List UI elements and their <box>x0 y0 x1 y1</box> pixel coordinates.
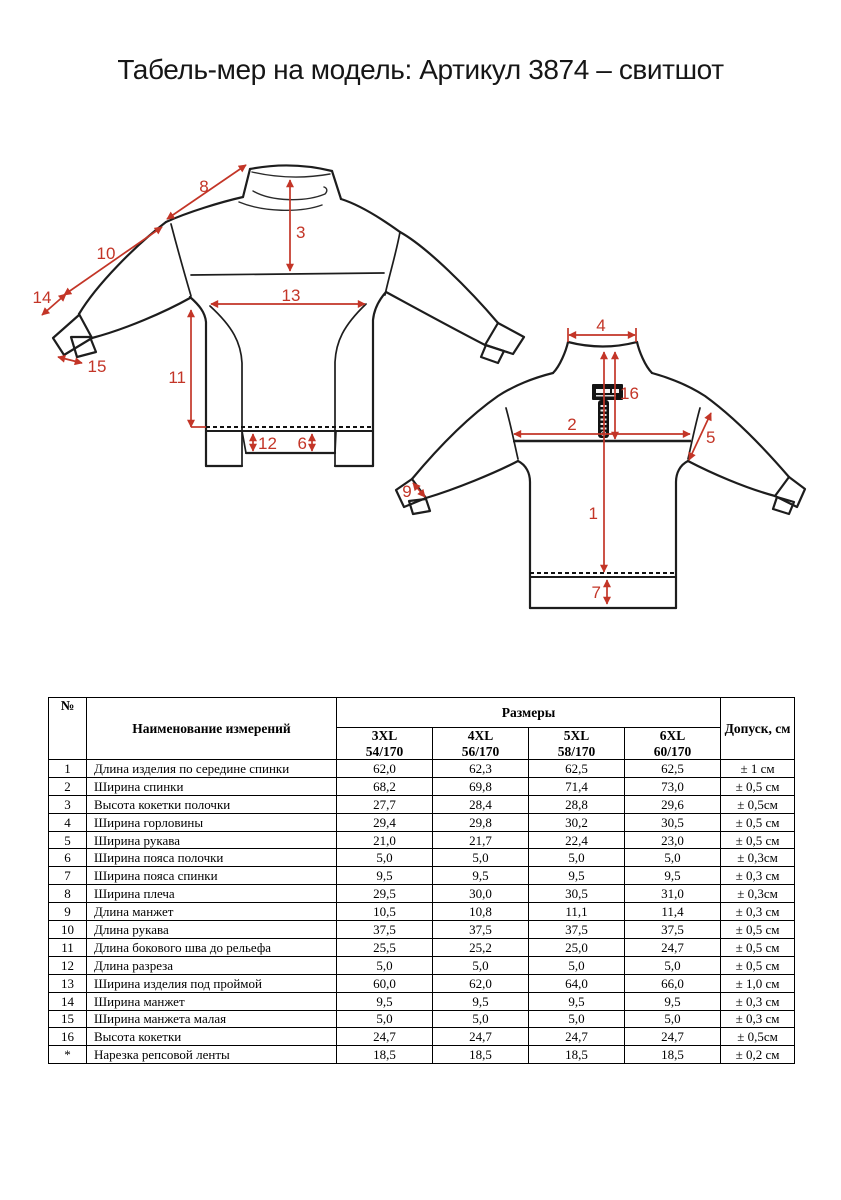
dimension-label-12: 12 <box>258 434 277 453</box>
dimension-label-15: 15 <box>87 357 107 376</box>
measure-name: Высота кокетки полочки <box>87 795 337 813</box>
dimension-label-8: 8 <box>199 177 209 196</box>
tolerance-value: ± 0,5см <box>721 795 795 813</box>
row-no: 2 <box>49 777 87 795</box>
back-view-drawing <box>396 316 805 608</box>
dimension-label-10: 10 <box>96 244 116 263</box>
size-value: 24,7 <box>337 1028 433 1046</box>
size-height: 54/170 <box>365 743 404 759</box>
table-row <box>49 1010 795 1028</box>
tolerance-value: ± 0,3 см <box>721 867 795 885</box>
measurements-table <box>48 697 795 1064</box>
size-value: 25,0 <box>529 938 625 956</box>
measure-name: Длина разреза <box>87 956 337 974</box>
size-value: 9,5 <box>625 992 721 1010</box>
size-value: 30,5 <box>529 885 625 903</box>
table-row <box>49 867 795 885</box>
dimension-label-2: 2 <box>567 415 577 434</box>
row-no: 9 <box>49 903 87 921</box>
size-value: 5,0 <box>529 849 625 867</box>
measure-name: Ширина манжета малая <box>87 1010 337 1028</box>
measure-name: Ширина изделия под проймой <box>87 974 337 992</box>
table-row <box>49 795 795 813</box>
back-right-small-cuff <box>773 497 794 514</box>
size-value: 9,5 <box>529 992 625 1010</box>
table-row <box>49 974 795 992</box>
back-dimension-lines <box>402 316 715 604</box>
dimension-label-6: 6 <box>297 434 307 453</box>
table-row <box>49 903 795 921</box>
size-value: 62,5 <box>529 760 625 778</box>
size-value: 11,1 <box>529 903 625 921</box>
column-header-name: Наименование измерений <box>87 698 337 760</box>
size-value: 5,0 <box>433 849 529 867</box>
size-value: 25,2 <box>433 938 529 956</box>
size-value: 30,2 <box>529 813 625 831</box>
tolerance-value: ± 0,3 см <box>721 1010 795 1028</box>
size-value: 29,6 <box>625 795 721 813</box>
measurements-tbody <box>49 760 795 1064</box>
row-no: 14 <box>49 992 87 1010</box>
size-value: 30,0 <box>433 885 529 903</box>
measure-name: Длина бокового шва до рельефа <box>87 938 337 956</box>
tolerance-value: ± 0,3см <box>721 885 795 903</box>
size-value: 10,5 <box>337 903 433 921</box>
tolerance-value: ± 0,5 см <box>721 813 795 831</box>
size-value: 9,5 <box>625 867 721 885</box>
size-value: 29,5 <box>337 885 433 903</box>
table-row <box>49 831 795 849</box>
row-no: 13 <box>49 974 87 992</box>
table-row <box>49 777 795 795</box>
tolerance-value: ± 0,5 см <box>721 921 795 939</box>
size-column-4xl <box>433 728 529 760</box>
back-right-cuff <box>775 477 805 507</box>
measure-name: Ширина манжет <box>87 992 337 1010</box>
size-value: 9,5 <box>433 867 529 885</box>
size-value: 37,5 <box>625 921 721 939</box>
size-value: 5,0 <box>433 1010 529 1028</box>
size-column-3xl <box>337 728 433 760</box>
measure-name: Ширина плеча <box>87 885 337 903</box>
size-height: 58/170 <box>557 743 596 759</box>
measure-name: Высота кокетки <box>87 1028 337 1046</box>
tolerance-value: ± 0,5 см <box>721 831 795 849</box>
size-value: 5,0 <box>625 849 721 867</box>
size-value: 21,7 <box>433 831 529 849</box>
row-no: 15 <box>49 1010 87 1028</box>
size-value: 25,5 <box>337 938 433 956</box>
size-value: 9,5 <box>337 992 433 1010</box>
dimension-label-4: 4 <box>596 316 606 335</box>
column-header-tolerance: Допуск, см <box>721 698 795 760</box>
size-value: 73,0 <box>625 777 721 795</box>
row-no: 3 <box>49 795 87 813</box>
size-value: 28,4 <box>433 795 529 813</box>
size-value: 71,4 <box>529 777 625 795</box>
tolerance-value: ± 0,2 см <box>721 1046 795 1064</box>
dimension-label-5: 5 <box>706 428 716 447</box>
size-height: 56/170 <box>461 743 500 759</box>
size-column-5xl <box>529 728 625 760</box>
brand-label-icon <box>592 384 623 438</box>
size-value: 68,2 <box>337 777 433 795</box>
size-value: 30,5 <box>625 813 721 831</box>
size-value: 5,0 <box>625 1010 721 1028</box>
front-right-small-cuff <box>481 345 504 363</box>
row-no: 7 <box>49 867 87 885</box>
size-height: 60/170 <box>653 743 692 759</box>
row-no: 12 <box>49 956 87 974</box>
size-value: 9,5 <box>529 867 625 885</box>
dimension-label-1: 1 <box>588 504 598 523</box>
size-value: 18,5 <box>529 1046 625 1064</box>
size-value: 22,4 <box>529 831 625 849</box>
size-label: 5XL <box>563 728 590 743</box>
size-value: 27,7 <box>337 795 433 813</box>
measure-name: Ширина пояса полочки <box>87 849 337 867</box>
table-row <box>49 1028 795 1046</box>
size-value: 9,5 <box>337 867 433 885</box>
size-value: 29,4 <box>337 813 433 831</box>
size-value: 66,0 <box>625 974 721 992</box>
size-value: 5,0 <box>529 956 625 974</box>
tolerance-value: ± 0,3см <box>721 849 795 867</box>
size-value: 24,7 <box>433 1028 529 1046</box>
size-value: 62,3 <box>433 760 529 778</box>
measure-name: Ширина пояса спинки <box>87 867 337 885</box>
size-column-6xl <box>625 728 721 760</box>
size-value: 18,5 <box>337 1046 433 1064</box>
page-title: Табель-мер на модель: Артикул 3874 – свитшот <box>117 54 724 85</box>
size-value: 69,8 <box>433 777 529 795</box>
front-right-cuff <box>485 323 524 354</box>
dimension-label-11: 11 <box>168 368 186 387</box>
size-value: 5,0 <box>529 1010 625 1028</box>
size-value: 10,8 <box>433 903 529 921</box>
tolerance-value: ± 1 см <box>721 760 795 778</box>
size-label: 6XL <box>659 728 686 743</box>
measure-name: Ширина горловины <box>87 813 337 831</box>
dimension-label-3: 3 <box>296 223 306 242</box>
column-header-sizes: Размеры <box>337 698 721 728</box>
tolerance-value: ± 0,5 см <box>721 956 795 974</box>
size-value: 60,0 <box>337 974 433 992</box>
table-row <box>49 956 795 974</box>
dimension-label-9: 9 <box>402 482 412 501</box>
row-no: 8 <box>49 885 87 903</box>
size-value: 29,8 <box>433 813 529 831</box>
measure-name: Длина манжет <box>87 903 337 921</box>
size-value: 64,0 <box>529 974 625 992</box>
row-no: 5 <box>49 831 87 849</box>
tolerance-value: ± 1,0 см <box>721 974 795 992</box>
size-value: 18,5 <box>433 1046 529 1064</box>
size-value: 24,7 <box>625 938 721 956</box>
row-no: 1 <box>49 760 87 778</box>
size-value: 5,0 <box>337 1010 433 1028</box>
table-row <box>49 1046 795 1064</box>
measure-name: Ширина спинки <box>87 777 337 795</box>
table-row <box>49 813 795 831</box>
size-value: 5,0 <box>433 956 529 974</box>
tolerance-value: ± 0,5 см <box>721 777 795 795</box>
size-label: 4XL <box>467 728 494 743</box>
tolerance-value: ± 0,3 см <box>721 992 795 1010</box>
measure-name: Ширина рукава <box>87 831 337 849</box>
row-no: 16 <box>49 1028 87 1046</box>
size-value: 24,7 <box>529 1028 625 1046</box>
size-value: 37,5 <box>433 921 529 939</box>
column-header-no: № <box>49 698 87 760</box>
measure-name: Нарезка репсовой ленты <box>87 1046 337 1064</box>
size-value: 24,7 <box>625 1028 721 1046</box>
row-no: * <box>49 1046 87 1064</box>
tolerance-value: ± 0,3 см <box>721 903 795 921</box>
tolerance-value: ± 0,5 см <box>721 938 795 956</box>
dimension-label-13: 13 <box>281 286 301 305</box>
size-value: 23,0 <box>625 831 721 849</box>
size-value: 5,0 <box>337 849 433 867</box>
size-value: 37,5 <box>529 921 625 939</box>
row-no: 6 <box>49 849 87 867</box>
table-row <box>49 938 795 956</box>
dimension-label-14: 14 <box>32 288 52 307</box>
table-row <box>49 992 795 1010</box>
row-no: 11 <box>49 938 87 956</box>
table-row <box>49 849 795 867</box>
size-value: 5,0 <box>625 956 721 974</box>
row-no: 4 <box>49 813 87 831</box>
size-value: 11,4 <box>625 903 721 921</box>
measure-name: Длина изделия по середине спинки <box>87 760 337 778</box>
measure-name: Длина рукава <box>87 921 337 939</box>
size-value: 62,5 <box>625 760 721 778</box>
size-value: 31,0 <box>625 885 721 903</box>
size-value: 18,5 <box>625 1046 721 1064</box>
dimension-label-16: 16 <box>620 384 639 403</box>
row-no: 10 <box>49 921 87 939</box>
tolerance-value: ± 0,5см <box>721 1028 795 1046</box>
size-value: 5,0 <box>337 956 433 974</box>
size-value: 21,0 <box>337 831 433 849</box>
table-row <box>49 921 795 939</box>
front-view-drawing <box>33 165 524 466</box>
table-row <box>49 885 795 903</box>
size-value: 37,5 <box>337 921 433 939</box>
size-label: 3XL <box>371 728 398 743</box>
size-value: 62,0 <box>337 760 433 778</box>
front-left-small-cuff <box>71 337 96 357</box>
size-value: 62,0 <box>433 974 529 992</box>
front-left-cuff <box>53 315 92 355</box>
table-row <box>49 760 795 778</box>
dimension-label-7: 7 <box>591 583 601 602</box>
size-value: 9,5 <box>433 992 529 1010</box>
size-value: 28,8 <box>529 795 625 813</box>
